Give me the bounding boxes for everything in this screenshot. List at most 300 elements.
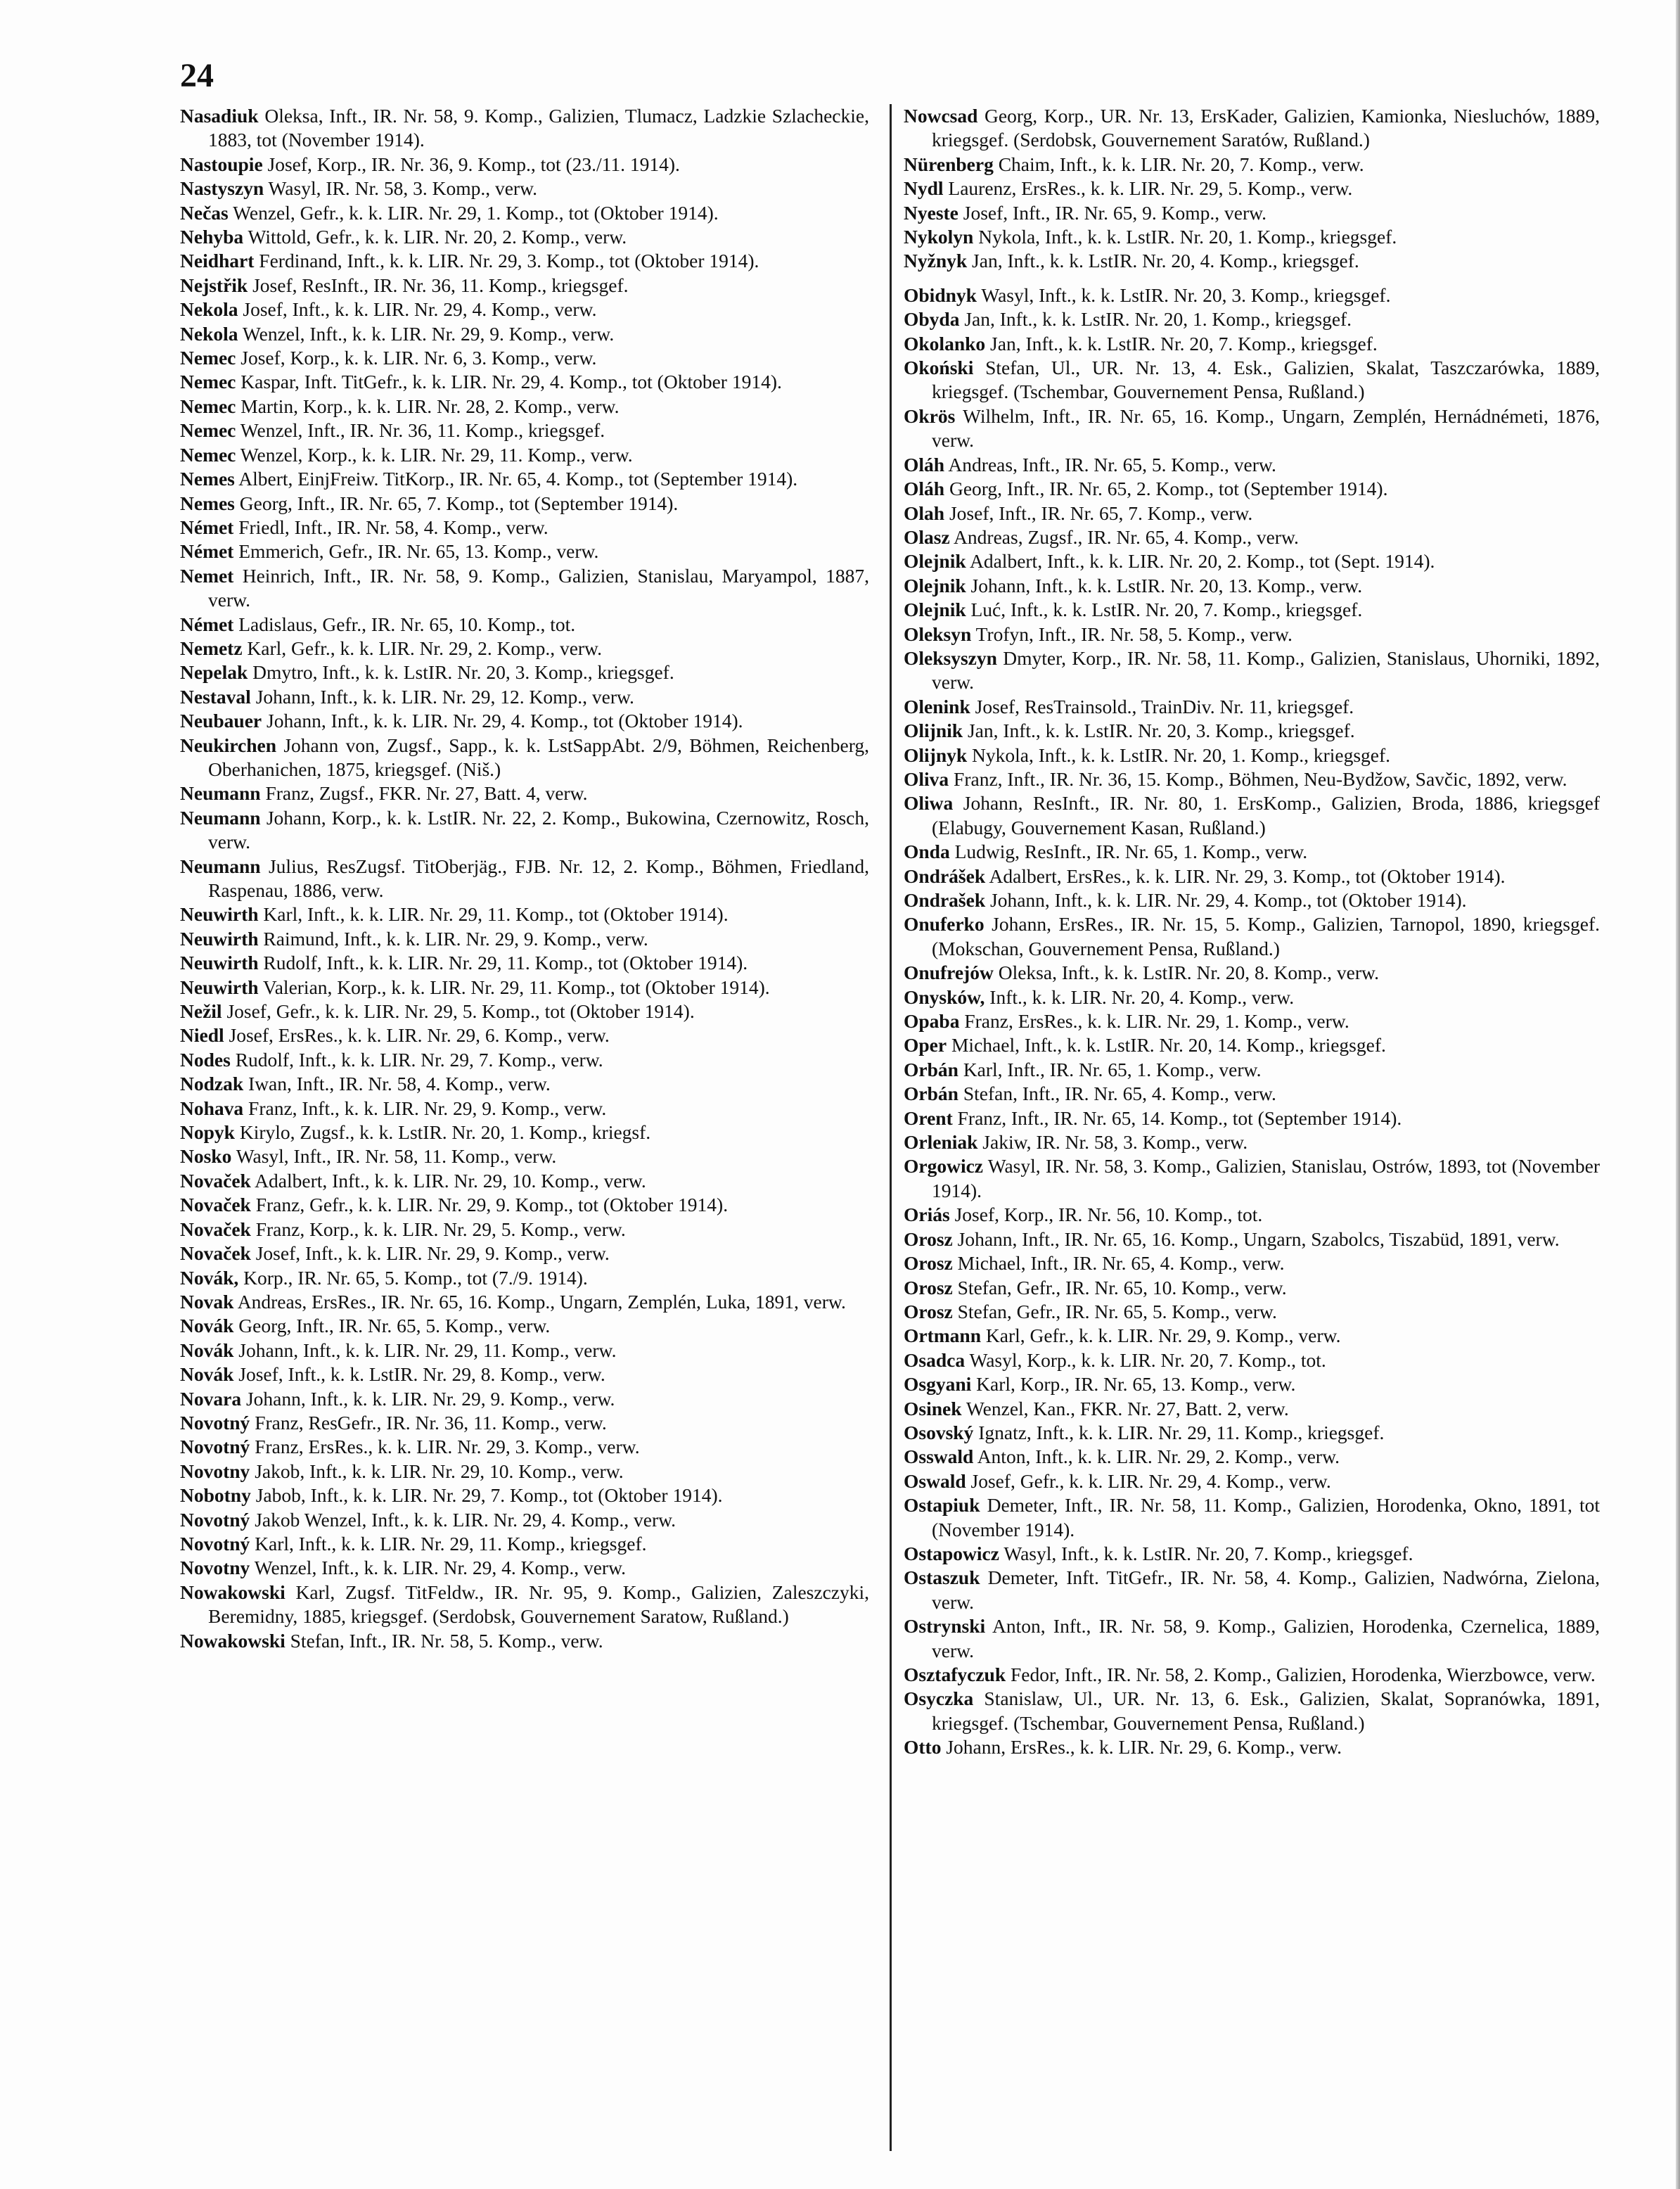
entry-details: Adalbert, Inft., k. k. LIR. Nr. 20, 2. Komp., tot (Sept. 1914). xyxy=(966,550,1435,573)
entry-details: Oleksa, Inft., k. k. LstIR. Nr. 20, 8. Komp., verw. xyxy=(993,962,1379,984)
entry-surname: Nemes xyxy=(180,492,235,514)
page-edge xyxy=(1676,0,1680,2189)
list-item xyxy=(904,1276,1600,1300)
entry-surname: Novotný xyxy=(180,1508,250,1531)
entry-details: Franz, Inft., k. k. LIR. Nr. 29, 9. Komp., verw. xyxy=(243,1097,607,1119)
list-item xyxy=(180,1072,869,1096)
entry-surname: Osyczka xyxy=(904,1687,974,1710)
list-item xyxy=(180,1435,869,1459)
entry-surname: Nastyszyn xyxy=(180,177,264,200)
list-item xyxy=(180,1483,869,1507)
list-item xyxy=(904,356,1600,404)
list-item xyxy=(904,888,1600,912)
entry-details: Stefan, Gefr., IR. Nr. 65, 10. Komp., verw. xyxy=(952,1276,1287,1298)
entry-surname: Orosz xyxy=(904,1227,953,1250)
list-item xyxy=(180,1097,869,1121)
entry-details: Johann, Inft., k. k. LIR. Nr. 29, 9. Komp., verw. xyxy=(241,1387,615,1410)
entry-details: Ignatz, Inft., k. k. LIR. Nr. 29, 11. Komp., kriegsgef. xyxy=(973,1421,1385,1443)
entry-details: Karl, Gefr., k. k. LIR. Nr. 29, 9. Komp., verw. xyxy=(981,1325,1341,1347)
entry-surname: Nowakowski xyxy=(180,1629,286,1652)
entry-surname: Nyžnyk xyxy=(904,250,968,272)
entry-surname: Nasadiuk xyxy=(180,105,259,127)
list-item xyxy=(180,1362,869,1386)
entry-surname: Nežil xyxy=(180,1000,222,1023)
entry-details: Stefan, Inft., IR. Nr. 65, 4. Komp., verw. xyxy=(958,1083,1276,1105)
entry-surname: Olejnik xyxy=(904,550,966,573)
entry-details: Josef, Gefr., k. k. LIR. Nr. 29, 4. Komp., verw. xyxy=(966,1469,1331,1492)
list-item xyxy=(180,153,869,177)
list-item xyxy=(180,1048,869,1072)
column-divider xyxy=(890,104,892,2151)
list-item xyxy=(904,477,1600,501)
entry-surname: Nemetz xyxy=(180,637,243,659)
entry-details: Rudolf, Inft., k. k. LIR. Nr. 29, 11. Komp., tot (Oktober 1914). xyxy=(258,952,748,974)
list-item xyxy=(180,855,869,903)
entry-details: Raimund, Inft., k. k. LIR. Nr. 29, 9. Komp., verw. xyxy=(258,927,648,950)
entry-details: Anton, Inft., IR. Nr. 58, 9. Komp., Galizien, Horodenka, Czernelica, 1889, verw. xyxy=(932,1615,1600,1661)
entry-details: Franz, Gefr., k. k. LIR. Nr. 29, 9. Komp., tot (Oktober 1914). xyxy=(250,1194,729,1216)
list-item xyxy=(180,1193,869,1217)
list-item xyxy=(904,1082,1600,1106)
entry-surname: Nopyk xyxy=(180,1121,235,1144)
entry-details: Georg, Inft., IR. Nr. 65, 7. Komp., tot (September 1914). xyxy=(234,492,679,514)
entry-details: Valerian, Korp., k. k. LIR. Nr. 29, 11. Komp., tot (Oktober 1914). xyxy=(258,976,770,998)
entry-surname: Neidhart xyxy=(180,250,255,272)
list-item xyxy=(180,1339,869,1362)
list-item xyxy=(180,298,869,321)
entry-details: Josef, Gefr., k. k. LIR. Nr. 29, 5. Komp., tot (Oktober 1914). xyxy=(222,1000,695,1023)
entry-details: Johann, Inft., k. k. LIR. Nr. 29, 11. Komp., verw. xyxy=(233,1339,617,1361)
entry-surname: Neubauer xyxy=(180,710,262,732)
entry-details: Nykola, Inft., k. k. LstIR. Nr. 20, 1. Komp., kriegsgef. xyxy=(967,744,1391,766)
list-item xyxy=(180,104,869,153)
list-item xyxy=(180,540,869,563)
entry-details: Adalbert, Inft., k. k. LIR. Nr. 29, 10. Komp., verw. xyxy=(250,1169,646,1192)
entry-surname: Ondrášek xyxy=(904,864,986,887)
list-item xyxy=(180,1508,869,1532)
entry-details: Wasyl, Inft., k. k. LstIR. Nr. 20, 3. Komp., kriegsgef. xyxy=(976,283,1391,306)
entry-details: Demeter, Inft. TitGefr., IR. Nr. 58, 4. Komp., Galizien, Nadwórna, Zielona, verw. xyxy=(932,1566,1600,1613)
entry-surname: Nobotny xyxy=(180,1484,251,1507)
list-item xyxy=(904,1227,1600,1251)
entry-surname: Osadca xyxy=(904,1348,966,1371)
entry-surname: Otto xyxy=(904,1736,942,1759)
entry-surname: Olejnik xyxy=(904,574,966,596)
list-item xyxy=(180,395,869,419)
list-item xyxy=(180,951,869,975)
entry-surname: Novaček xyxy=(180,1242,251,1265)
list-item xyxy=(904,177,1600,200)
entry-surname: Okoński xyxy=(904,357,974,379)
entry-details: Karl, Inft., k. k. LIR. Nr. 29, 11. Komp., kriegsgef. xyxy=(250,1532,647,1555)
entry-surname: Obyda xyxy=(904,308,960,331)
entry-details: Franz, ErsRes., k. k. LIR. Nr. 29, 3. Komp., verw. xyxy=(250,1436,640,1458)
entry-details: Oleksa, Inft., IR. Nr. 58, 9. Komp., Galizien, Tlumacz, Ladzkie Szlacheckie, 1883, tot (November 1914). xyxy=(208,105,869,151)
entry-details: Josef, Inft., k. k. LIR. Nr. 29, 4. Komp., verw. xyxy=(238,298,597,321)
entry-surname: Osinek xyxy=(904,1397,962,1419)
list-item xyxy=(904,744,1600,767)
list-item xyxy=(904,864,1600,888)
entry-details: Wenzel, Korp., k. k. LIR. Nr. 29, 11. Komp., verw. xyxy=(236,443,633,466)
entry-surname: Orleniak xyxy=(904,1131,978,1154)
list-item xyxy=(180,927,869,951)
entry-details: Inft., k. k. LIR. Nr. 20, 4. Komp., verw. xyxy=(985,985,1295,1008)
entry-details: Josef, Korp., IR. Nr. 56, 10. Komp., tot. xyxy=(949,1204,1263,1226)
entry-surname: Olejnik xyxy=(904,599,966,621)
entry-details: Josef, Inft., k. k. LstIR. Nr. 29, 8. Komp., verw. xyxy=(233,1363,605,1386)
entry-details: Josef, ErsRes., k. k. LIR. Nr. 29, 6. Komp., verw. xyxy=(224,1024,610,1047)
entry-surname: Nekola xyxy=(180,298,238,321)
list-item xyxy=(904,1735,1600,1759)
entry-details: Andreas, ErsRes., IR. Nr. 65, 16. Komp., Ungarn, Zemplén, Luka, 1891, verw. xyxy=(233,1290,846,1313)
entry-details: Karl, Gefr., k. k. LIR. Nr. 29, 2. Komp., verw. xyxy=(242,637,603,659)
list-item xyxy=(904,1469,1600,1493)
entry-details: Karl, Korp., IR. Nr. 65, 13. Komp., verw. xyxy=(971,1373,1296,1396)
entry-surname: Oliva xyxy=(904,767,949,790)
list-item xyxy=(180,225,869,249)
entry-details: Josef, ResInft., IR. Nr. 36, 11. Komp., kriegsgef. xyxy=(248,274,629,296)
entry-details: Demeter, Inft., IR. Nr. 58, 11. Komp., Galizien, Horodenka, Okno, 1891, tot (November 1914). xyxy=(932,1494,1600,1540)
entry-details: Trofyn, Inft., IR. Nr. 58, 5. Komp., verw. xyxy=(971,623,1293,645)
entry-details: Albert, EinjFreiw. TitKorp., IR. Nr. 65, 4. Komp., tot (September 1914). xyxy=(234,468,798,490)
entry-surname: Ostaszuk xyxy=(904,1566,980,1589)
entry-surname: Oliwa xyxy=(904,792,954,815)
entry-surname: Onysków, xyxy=(904,985,985,1008)
entry-details: Georg, Korp., UR. Nr. 13, ErsKader, Galizien, Kamionka, Niesluchów, 1889, kriegsgef. (Serdobsk, Gouvernement Saratów, Rußland.) xyxy=(932,105,1600,151)
list-item xyxy=(904,1372,1600,1396)
list-item xyxy=(180,419,869,442)
list-item xyxy=(904,1300,1600,1324)
entry-details: Johann, Inft., k. k. LIR. Nr. 29, 12. Komp., verw. xyxy=(250,685,634,708)
entry-surname: Oleksyn xyxy=(904,623,972,645)
entry-details: Laurenz, ErsRes., k. k. LIR. Nr. 29, 5. Komp., verw. xyxy=(943,177,1353,200)
entry-surname: Nemet xyxy=(180,564,234,587)
page-number: 24 xyxy=(180,57,214,94)
entry-details: Kaspar, Inft. TitGefr., k. k. LIR. Nr. 29, 4. Komp., tot (Oktober 1914). xyxy=(236,371,782,393)
entry-surname: Novotný xyxy=(180,1436,250,1458)
entry-surname: Osovský xyxy=(904,1421,974,1443)
entry-details: Anton, Inft., k. k. LIR. Nr. 29, 2. Komp., verw. xyxy=(973,1445,1340,1468)
entry-details: Jakiw, IR. Nr. 58, 3. Komp., verw. xyxy=(977,1131,1248,1154)
list-item xyxy=(904,1663,1600,1687)
entry-surname: Nastoupie xyxy=(180,153,263,175)
entry-details: Friedl, Inft., IR. Nr. 58, 4. Komp., verw. xyxy=(233,516,549,538)
list-item xyxy=(180,516,869,540)
entry-surname: Ortmann xyxy=(904,1325,981,1347)
entry-surname: Osztafyczuk xyxy=(904,1664,1006,1685)
entry-details: Nykola, Inft., k. k. LstIR. Nr. 20, 1. Komp., kriegsgef. xyxy=(973,226,1397,248)
entry-surname: Orosz xyxy=(904,1276,953,1298)
list-item xyxy=(904,549,1600,573)
entry-details: Franz, Inft., IR. Nr. 65, 14. Komp., tot (September 1914). xyxy=(952,1106,1402,1129)
entry-surname: Novaček xyxy=(180,1218,251,1240)
entry-surname: Olijnik xyxy=(904,720,963,742)
list-item xyxy=(180,806,869,855)
entry-surname: Novotný xyxy=(180,1532,250,1555)
entry-details: Johann, ErsRes., IR. Nr. 15, 5. Komp., Galizien, Tarnopol, 1890, kriegsgef. (Mokschan, Gouvernement Pensa, Rußland.) xyxy=(932,913,1600,959)
list-item xyxy=(180,1460,869,1483)
entry-details: Josef, Inft., k. k. LIR. Nr. 29, 9. Komp., verw. xyxy=(250,1242,610,1265)
entry-details: Wenzel, Gefr., k. k. LIR. Nr. 29, 1. Komp., tot (Oktober 1914). xyxy=(228,201,719,224)
list-item xyxy=(904,1493,1600,1542)
list-item xyxy=(180,1629,869,1653)
list-item xyxy=(904,623,1600,646)
entry-surname: Novaček xyxy=(180,1169,251,1192)
list-item xyxy=(904,283,1600,307)
list-item xyxy=(180,709,869,733)
entry-details: Wasyl, IR. Nr. 58, 3. Komp., verw. xyxy=(264,177,538,200)
entry-surname: Olasz xyxy=(904,525,950,548)
list-item xyxy=(904,1421,1600,1445)
entry-details: Jan, Inft., k. k. LstIR. Nr. 20, 3. Komp., kriegsgef. xyxy=(963,720,1355,742)
entry-details: Josef, Korp., IR. Nr. 36, 9. Komp., tot (23./11. 1914). xyxy=(262,153,680,175)
list-item xyxy=(904,1348,1600,1372)
entry-surname: Nejstřik xyxy=(180,274,248,296)
list-item xyxy=(904,695,1600,719)
list-item xyxy=(180,902,869,926)
entry-details: Fedor, Inft., IR. Nr. 58, 2. Komp., Galizien, Horodenka, Wierzbowce, verw. xyxy=(1006,1664,1596,1685)
list-item xyxy=(904,1251,1600,1275)
list-item xyxy=(180,1242,869,1265)
list-item xyxy=(180,1000,869,1023)
entry-surname: Ostapiuk xyxy=(904,1494,980,1517)
list-item xyxy=(904,985,1600,1009)
entry-details: Chaim, Inft., k. k. LIR. Nr. 20, 7. Komp., verw. xyxy=(993,153,1364,175)
entry-details: Franz, Inft., IR. Nr. 36, 15. Komp., Böhmen, Neu-Bydžow, Savčic, 1892, verw. xyxy=(949,767,1567,790)
entry-details: Wilhelm, Inft., IR. Nr. 65, 16. Komp., Ungarn, Zemplén, Hernádnémeti, 1876, verw. xyxy=(932,404,1600,452)
entry-surname: Neukirchen xyxy=(180,734,277,756)
entry-details: Josef, Inft., IR. Nr. 65, 7. Komp., verw. xyxy=(944,502,1253,524)
entry-details: Stefan, Ul., UR. Nr. 13, 4. Esk., Galizien, Skalat, Taszczarówka, 1889, kriegsgef. (Tschembar, Gouvernement Pensa, Rußland.) xyxy=(932,357,1600,403)
list-item xyxy=(904,791,1600,840)
entry-surname: Osswald xyxy=(904,1445,974,1468)
entry-surname: Ostrynski xyxy=(904,1615,986,1638)
list-item xyxy=(180,564,869,613)
entry-details: Jan, Inft., k. k. LstIR. Nr. 20, 4. Komp., kriegsgef. xyxy=(967,250,1359,272)
entry-details: Johann, Inft., k. k. LIR. Nr. 29, 4. Komp., tot (Oktober 1914). xyxy=(262,710,743,732)
entry-surname: Német xyxy=(180,540,234,563)
entry-details: Johann, ErsRes., k. k. LIR. Nr. 29, 6. Komp., verw. xyxy=(941,1736,1342,1759)
entry-surname: Novák xyxy=(180,1363,234,1386)
entry-details: Ladislaus, Gefr., IR. Nr. 65, 10. Komp., tot. xyxy=(233,613,576,635)
list-item xyxy=(904,502,1600,525)
list-item xyxy=(904,201,1600,225)
entry-surname: Neumann xyxy=(180,806,261,829)
entry-details: Kirylo, Zugsf., k. k. LstIR. Nr. 20, 1. Komp., kriegsf. xyxy=(234,1121,651,1144)
entry-surname: Nosko xyxy=(180,1145,232,1168)
entry-surname: Orbán xyxy=(904,1083,958,1105)
entry-details: Emmerich, Gefr., IR. Nr. 65, 13. Komp., verw. xyxy=(233,540,599,563)
entry-details: Franz, Zugsf., FKR. Nr. 27, Batt. 4, verw. xyxy=(260,782,588,805)
entry-surname: Nürenberg xyxy=(904,153,994,175)
list-item xyxy=(180,177,869,200)
entry-details: Stanislaw, Ul., UR. Nr. 13, 6. Esk., Galizien, Skalat, Sopranówka, 1891, kriegsgef. (Tschembar, Gouvernement Pensa, Rußland.) xyxy=(932,1687,1600,1734)
entry-surname: Orgowicz xyxy=(904,1155,984,1178)
entry-details: Johann, ResInft., IR. Nr. 80, 1. ErsKomp., Galizien, Broda, 1886, kriegsgef (Elabugy, Gouvernement Kasan, Rußland.) xyxy=(932,792,1600,838)
list-item xyxy=(904,1033,1600,1057)
list-item xyxy=(904,1687,1600,1735)
list-item xyxy=(904,1130,1600,1154)
entry-surname: Opaba xyxy=(904,1010,960,1033)
list-item xyxy=(904,1009,1600,1033)
entry-surname: Orosz xyxy=(904,1300,953,1322)
entry-details: Jakob, Inft., k. k. LIR. Nr. 29, 10. Komp., verw. xyxy=(250,1460,624,1482)
list-item xyxy=(180,1387,869,1411)
entry-details: Johann, Inft., k. k. LstIR. Nr. 20, 13. Komp., verw. xyxy=(966,574,1363,596)
entry-details: Dmytro, Inft., k. k. LstIR. Nr. 20, 3. Komp., kriegsgef. xyxy=(248,661,674,684)
entry-surname: Nekola xyxy=(180,322,238,345)
entry-details: Karl, Inft., IR. Nr. 65, 1. Komp., verw. xyxy=(958,1058,1262,1080)
entry-surname: Nemec xyxy=(180,419,236,442)
list-item xyxy=(180,370,869,394)
list-item xyxy=(904,598,1600,622)
entry-details: Wasyl, IR. Nr. 58, 3. Komp., Galizien, Stanislau, Ostrów, 1893, tot (November 1914). xyxy=(932,1155,1600,1201)
list-item xyxy=(904,912,1600,961)
list-item xyxy=(904,1445,1600,1469)
list-item xyxy=(180,1556,869,1580)
entry-surname: Nepelak xyxy=(180,661,248,684)
list-item xyxy=(904,1542,1600,1566)
entry-details: Michael, Inft., k. k. LstIR. Nr. 20, 14. Komp., kriegsgef. xyxy=(947,1034,1386,1057)
entry-surname: Nykolyn xyxy=(904,226,974,248)
entry-details: Wenzel, Inft., k. k. LIR. Nr. 29, 4. Komp., verw. xyxy=(250,1557,627,1579)
entry-details: Wasyl, Inft., k. k. LstIR. Nr. 20, 7. Komp., kriegsgef. xyxy=(999,1542,1413,1564)
list-item xyxy=(904,1154,1600,1203)
entry-surname: Német xyxy=(180,613,234,635)
list-item xyxy=(180,201,869,225)
entry-details: Wenzel, Inft., IR. Nr. 36, 11. Komp., kriegsgef. xyxy=(236,419,605,442)
entry-details: Jakob Wenzel, Inft., k. k. LIR. Nr. 29, 4. Komp., verw. xyxy=(250,1508,677,1531)
entry-details: Johann von, Zugsf., Sapp., k. k. LstSappAbt. 2/9, Böhmen, Reichenberg, Oberhanichen, 1875, kriegsgef. (Niš.) xyxy=(208,734,869,780)
entry-surname: Nowakowski xyxy=(180,1581,286,1603)
entry-details: Wasyl, Korp., k. k. LIR. Nr. 20, 7. Komp., tot. xyxy=(965,1348,1326,1371)
list-item xyxy=(180,637,869,660)
entry-surname: Onda xyxy=(904,841,950,863)
entry-surname: Onuferko xyxy=(904,913,985,936)
entry-details: Franz, ErsRes., k. k. LIR. Nr. 29, 1. Komp., verw. xyxy=(959,1010,1349,1033)
entry-surname: Neumann xyxy=(180,782,261,805)
entry-details: Rudolf, Inft., k. k. LIR. Nr. 29, 7. Komp., verw. xyxy=(230,1048,603,1071)
list-item xyxy=(180,660,869,684)
entry-details: Stefan, Gefr., IR. Nr. 65, 5. Komp., verw. xyxy=(952,1300,1277,1322)
list-item xyxy=(180,1121,869,1144)
entry-surname: Orosz xyxy=(904,1252,953,1275)
entry-details: Johann, Inft., IR. Nr. 65, 16. Komp., Ungarn, Szabolcs, Tiszabüd, 1891, verw. xyxy=(952,1227,1560,1250)
entry-surname: Nehyba xyxy=(180,226,244,248)
entry-surname: Ostapowicz xyxy=(904,1542,999,1564)
entry-details: Johann, Korp., k. k. LstIR. Nr. 22, 2. Komp., Bukowina, Czernowitz, Rosch, verw. xyxy=(208,806,869,853)
entry-surname: Okolanko xyxy=(904,332,986,355)
list-item xyxy=(180,1314,869,1338)
entry-surname: Nečas xyxy=(180,201,229,224)
entry-surname: Osgyani xyxy=(904,1373,972,1396)
list-item xyxy=(904,249,1600,273)
entry-details: Andreas, Inft., IR. Nr. 65, 5. Komp., verw. xyxy=(944,453,1276,476)
list-item xyxy=(180,1218,869,1242)
entry-surname: Nemec xyxy=(180,443,236,466)
list-item xyxy=(180,1023,869,1047)
entry-surname: Oleksyszyn xyxy=(904,646,997,669)
entry-surname: Novotny xyxy=(180,1557,250,1579)
entry-surname: Obidnyk xyxy=(904,283,977,306)
list-item xyxy=(904,453,1600,477)
list-item xyxy=(180,467,869,491)
right-column xyxy=(904,104,1600,1760)
list-item xyxy=(180,1266,869,1290)
entry-surname: Oláh xyxy=(904,478,945,500)
entry-details: Jabob, Inft., k. k. LIR. Nr. 29, 7. Komp., tot (Oktober 1914). xyxy=(250,1484,723,1507)
entry-surname: Novák xyxy=(180,1315,234,1337)
entry-details: Franz, ResGefr., IR. Nr. 36, 11. Komp., verw. xyxy=(250,1411,607,1434)
list-item xyxy=(180,685,869,709)
entry-surname: Olijnyk xyxy=(904,744,968,766)
entry-details: Josef, ResTrainsold., TrainDiv. Nr. 11, kriegsgef. xyxy=(970,695,1354,717)
entry-surname: Oriás xyxy=(904,1204,950,1226)
list-item xyxy=(904,646,1600,695)
entry-surname: Nemec xyxy=(180,371,236,393)
list-item xyxy=(904,104,1600,153)
entry-surname: Neuwirth xyxy=(180,952,259,974)
entry-surname: Nowcsad xyxy=(904,105,978,127)
entry-details: Iwan, Inft., IR. Nr. 58, 4. Komp., verw. xyxy=(243,1073,551,1095)
list-item xyxy=(180,1144,869,1168)
entry-details: Julius, ResZugsf. TitOberjäg., FJB. Nr. 12, 2. Komp., Böhmen, Friedland, Raspenau, 1886, verw. xyxy=(208,855,869,901)
entry-details: Josef, Korp., k. k. LIR. Nr. 6, 3. Komp., verw. xyxy=(236,347,597,369)
entry-surname: Onufrejów xyxy=(904,962,994,984)
entry-surname: Orent xyxy=(904,1106,953,1129)
entry-details: Josef, Inft., IR. Nr. 65, 9. Komp., verw. xyxy=(958,201,1267,224)
entry-details: Ferdinand, Inft., k. k. LIR. Nr. 29, 3. Komp., tot (Oktober 1914). xyxy=(254,250,759,272)
entry-details: Ludwig, ResInft., IR. Nr. 65, 1. Komp., verw. xyxy=(949,841,1308,863)
list-item xyxy=(180,613,869,637)
entry-surname: Novák, xyxy=(180,1266,239,1289)
list-item xyxy=(904,1397,1600,1421)
entry-details: Wasyl, Inft., IR. Nr. 58, 11. Komp., verw. xyxy=(231,1145,557,1168)
list-item xyxy=(904,1324,1600,1348)
list-item xyxy=(180,322,869,346)
entry-details: Johann, Inft., k. k. LIR. Nr. 29, 4. Komp., tot (Oktober 1914). xyxy=(985,889,1467,911)
list-item xyxy=(904,1614,1600,1663)
list-item xyxy=(180,249,869,273)
list-item xyxy=(180,346,869,370)
list-item xyxy=(180,1411,869,1435)
entry-details: Heinrich, Inft., IR. Nr. 58, 9. Komp., Galizien, Stanislau, Maryampol, 1887, verw. xyxy=(208,564,869,611)
list-item xyxy=(904,1203,1600,1227)
list-item xyxy=(904,719,1600,743)
entry-details: Luć, Inft., k. k. LstIR. Nr. 20, 7. Komp., kriegsgef. xyxy=(966,599,1363,621)
entry-surname: Nodes xyxy=(180,1048,231,1071)
entry-surname: Oláh xyxy=(904,453,945,476)
entry-surname: Novotný xyxy=(180,1411,250,1434)
entry-surname: Német xyxy=(180,516,234,538)
list-item xyxy=(904,574,1600,598)
list-item xyxy=(180,781,869,805)
entry-details: Dmyter, Korp., IR. Nr. 58, 11. Komp., Galizien, Stanislaus, Uhorniki, 1892, verw. xyxy=(932,646,1600,694)
entry-surname: Neuwirth xyxy=(180,927,259,950)
list-item xyxy=(904,767,1600,791)
list-item xyxy=(904,1566,1600,1614)
entry-surname: Oswald xyxy=(904,1469,966,1492)
entry-surname: Nemec xyxy=(180,395,236,417)
left-column xyxy=(180,104,869,1653)
entry-surname: Nestaval xyxy=(180,685,251,708)
list-item xyxy=(180,1290,869,1314)
list-item xyxy=(180,734,869,782)
list-item xyxy=(904,404,1600,453)
entry-details: Korp., IR. Nr. 65, 5. Komp., tot (7./9. 1914). xyxy=(238,1266,588,1289)
entry-details: Michael, Inft., IR. Nr. 65, 4. Komp., verw. xyxy=(952,1252,1285,1275)
entry-surname: Olah xyxy=(904,502,945,524)
